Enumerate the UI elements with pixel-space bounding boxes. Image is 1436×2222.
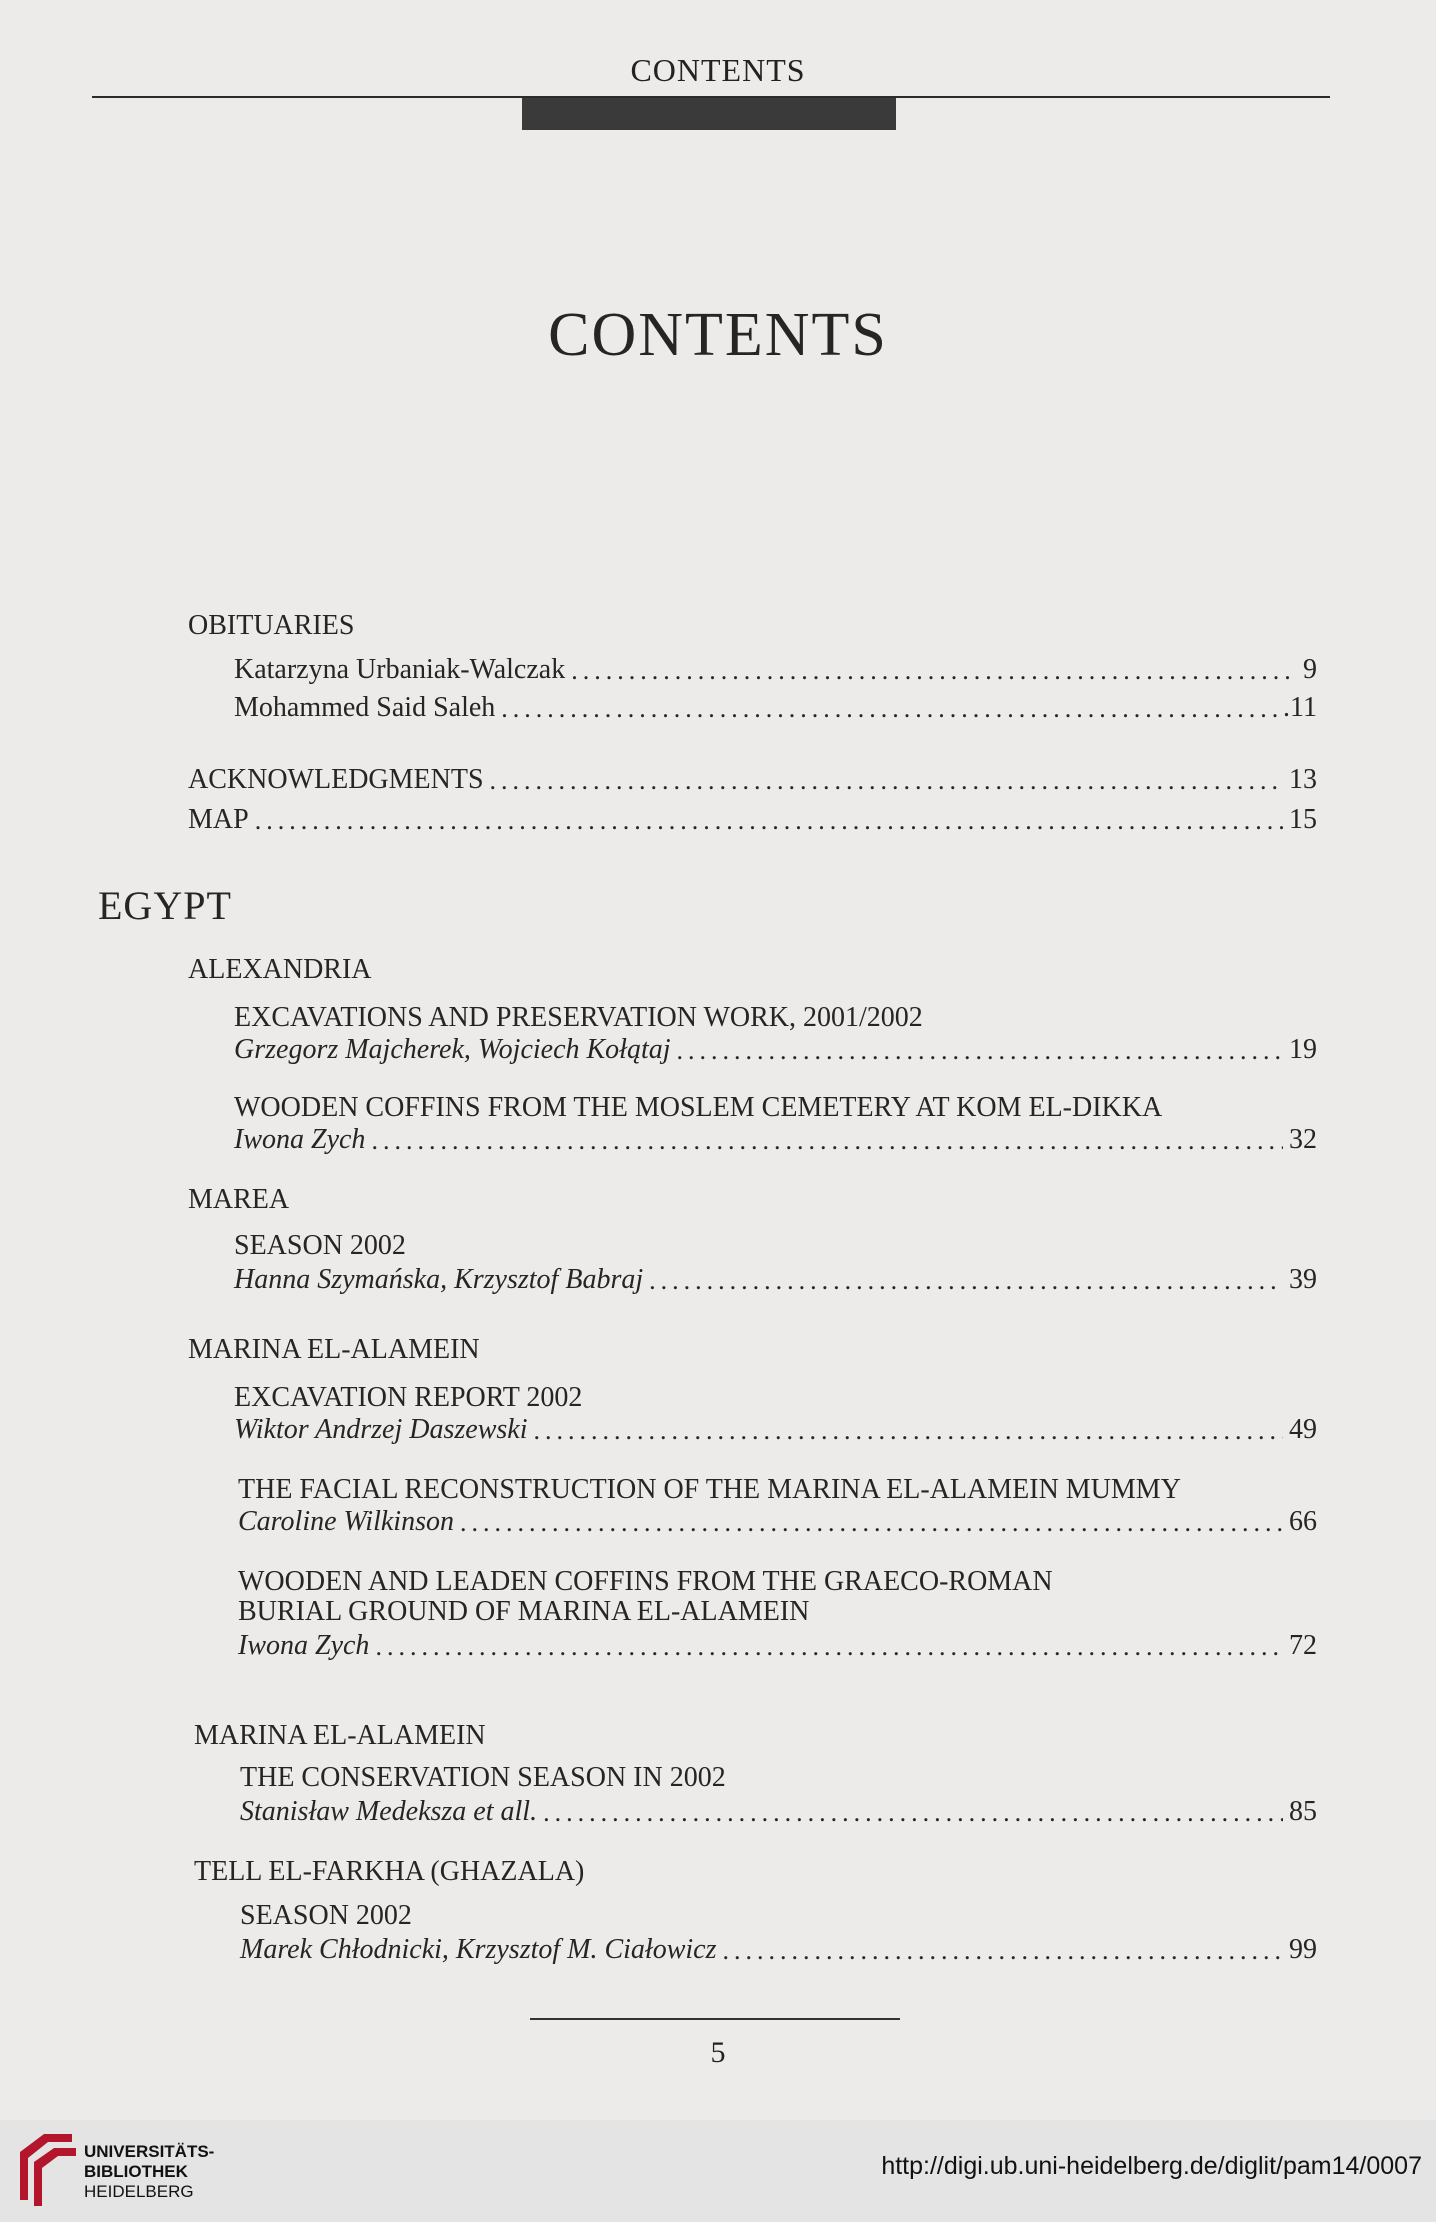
entry-title: MAP xyxy=(188,804,249,835)
entry-authors: Stanisław Medeksza et all. xyxy=(240,1796,538,1827)
leader-dots xyxy=(490,768,1283,794)
page-number: 9 xyxy=(1303,654,1317,685)
entry-title: EXCAVATION REPORT 2002 xyxy=(234,1382,583,1413)
section-tell-el-farkha: TELL EL-FARKHA (GHAZALA) xyxy=(194,1856,585,1887)
leader-dots xyxy=(533,1418,1283,1444)
library-logo-text xyxy=(84,2142,214,2202)
toc-entry[interactable] xyxy=(188,806,1317,834)
toc-entry[interactable] xyxy=(234,1416,1317,1444)
entry-title: SEASON 2002 xyxy=(240,1900,412,1931)
page-number: 19 xyxy=(1289,1034,1317,1065)
logo-line: BIBLIOTHEK xyxy=(84,2162,188,2181)
entry-title: Mohammed Said Saleh xyxy=(234,692,496,723)
leader-dots xyxy=(571,658,1297,684)
entry-title: THE CONSERVATION SEASON IN 2002 xyxy=(240,1762,726,1793)
entry-title: SEASON 2002 xyxy=(234,1230,406,1261)
section-alexandria: ALEXANDRIA xyxy=(188,954,372,985)
leader-dots xyxy=(723,1938,1284,1964)
toc-entry[interactable] xyxy=(234,1126,1317,1154)
page-number: 99 xyxy=(1289,1934,1317,1965)
footer-rule xyxy=(530,2018,900,2020)
permalink-url[interactable]: http://digi.ub.uni-heidelberg.de/diglit/pam14/0007 xyxy=(881,2152,1422,2180)
leader-dots xyxy=(371,1128,1283,1154)
entry-title: ACKNOWLEDGMENTS xyxy=(188,764,484,795)
page-number: 32 xyxy=(1289,1124,1317,1155)
section-marina-el-alamein: MARINA EL-ALAMEIN xyxy=(188,1334,480,1365)
section-marea: MAREA xyxy=(188,1184,290,1215)
section-marina-el-alamein: MARINA EL-ALAMEIN xyxy=(194,1720,486,1751)
leader-dots xyxy=(677,1038,1283,1064)
entry-title: WOODEN COFFINS FROM THE MOSLEM CEMETERY AT KOM EL-DIKKA xyxy=(234,1092,1163,1123)
entry-authors: Iwona Zych xyxy=(234,1124,366,1155)
entry-authors: Marek Chłodnicki, Krzysztof M. Ciałowicz xyxy=(240,1934,717,1965)
leader-dots xyxy=(649,1268,1283,1294)
toc-entry[interactable] xyxy=(234,1266,1317,1294)
running-head: CONTENTS xyxy=(630,52,806,88)
toc-entry[interactable] xyxy=(240,1798,1317,1826)
page-title: CONTENTS xyxy=(548,301,888,369)
folio-page-number: 5 xyxy=(710,2036,726,2069)
entry-authors: Grzegorz Majcherek, Wojciech Kołątaj xyxy=(234,1034,671,1065)
section-obituaries: OBITUARIES xyxy=(188,610,355,641)
page-number: .11 xyxy=(1283,692,1317,723)
leader-dots xyxy=(460,1510,1283,1536)
entry-authors: Iwona Zych xyxy=(238,1630,370,1661)
page-number: 49 xyxy=(1289,1414,1317,1445)
entry-title: THE FACIAL RECONSTRUCTION OF THE MARINA EL-ALAMEIN MUMMY xyxy=(238,1474,1181,1505)
toc-entry[interactable] xyxy=(234,1036,1317,1064)
entry-title: Katarzyna Urbaniak-Walczak xyxy=(234,654,566,685)
page-number: 72 xyxy=(1289,1630,1317,1661)
page-number: 85 xyxy=(1289,1796,1317,1827)
entry-authors: Caroline Wilkinson xyxy=(238,1506,454,1537)
toc-entry[interactable] xyxy=(234,694,1317,722)
header-bar xyxy=(522,98,896,130)
logo-line: UNIVERSITÄTS- xyxy=(84,2142,215,2161)
entry-title-continued: BURIAL GROUND OF MARINA EL-ALAMEIN xyxy=(238,1596,810,1627)
leader-dots xyxy=(501,696,1277,722)
entry-authors: Wiktor Andrzej Daszewski xyxy=(234,1414,528,1445)
entry-authors: Hanna Szymańska, Krzysztof Babraj xyxy=(234,1264,644,1295)
logo-line: HEIDELBERG xyxy=(84,2182,194,2201)
toc-entry[interactable] xyxy=(240,1936,1317,1964)
leader-dots xyxy=(543,1800,1283,1826)
leader-dots xyxy=(255,808,1283,834)
toc-entry[interactable] xyxy=(234,656,1317,684)
library-logo-icon xyxy=(14,2130,80,2214)
entry-title: EXCAVATIONS AND PRESERVATION WORK, 2001/2002 xyxy=(234,1002,923,1033)
entry-title: WOODEN AND LEADEN COFFINS FROM THE GRAECO-ROMAN xyxy=(238,1566,1053,1597)
page-number: 15 xyxy=(1289,804,1317,835)
page-number: 66 xyxy=(1289,1506,1317,1537)
toc-entry[interactable] xyxy=(238,1508,1317,1536)
page-number: 39 xyxy=(1289,1264,1317,1295)
part-heading-egypt: EGYPT xyxy=(98,883,232,928)
toc-entry[interactable] xyxy=(188,766,1317,794)
page-number: 13 xyxy=(1289,764,1317,795)
viewer-footer xyxy=(0,2120,1436,2222)
leader-dots xyxy=(375,1634,1283,1660)
toc-entry[interactable] xyxy=(238,1632,1317,1660)
